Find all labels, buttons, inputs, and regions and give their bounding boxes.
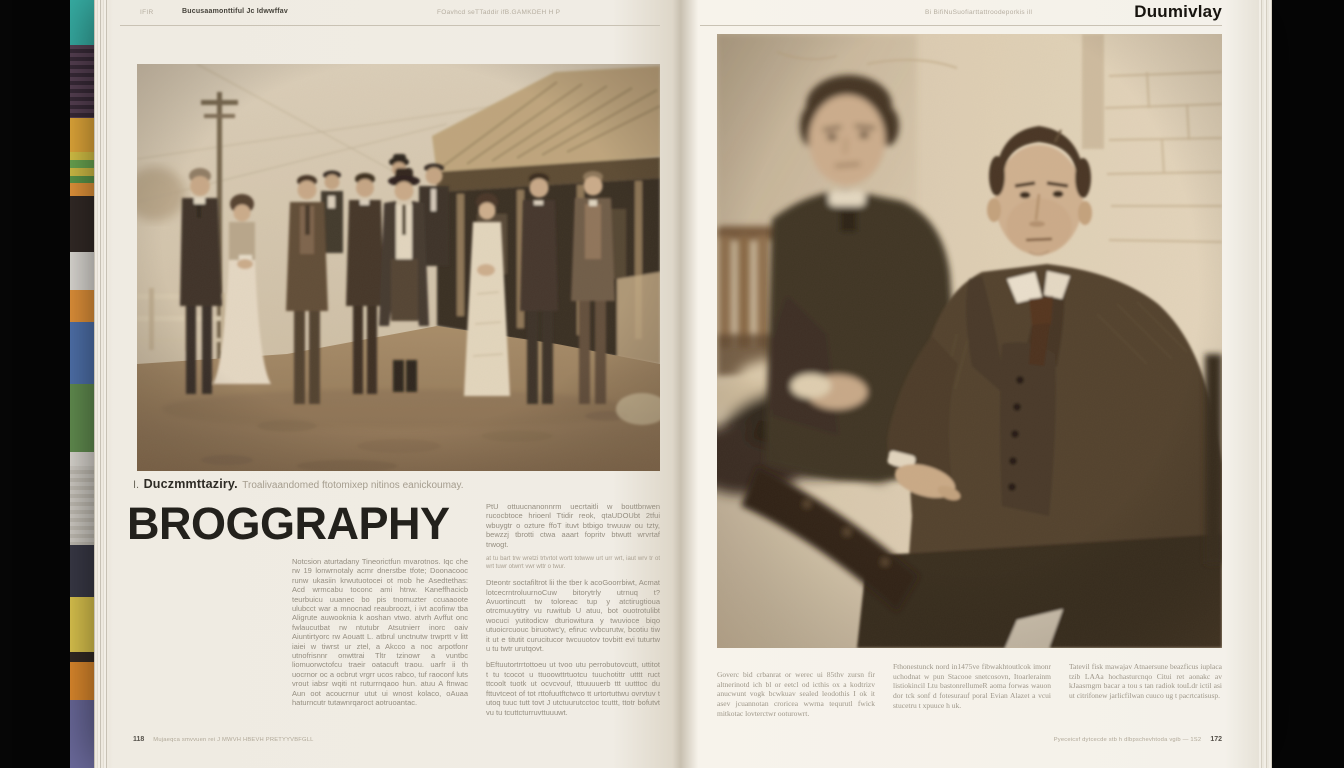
right-page-number: 172	[1210, 736, 1222, 743]
magazine-spread	[94, 0, 1272, 768]
body-text-column	[486, 502, 660, 724]
calibration-swatch	[70, 452, 95, 466]
page-stack-edge-left	[94, 0, 109, 768]
left-folio-prefix: IFIR	[140, 9, 154, 16]
left-header-rule	[120, 25, 660, 26]
right-footer-text: Pyeceicsf dytcecde stb h dlbpschevhtoda vgib — 1S2	[1053, 737, 1202, 743]
magazine-brand: Duumivlay	[1134, 2, 1222, 21]
calibration-swatch	[70, 252, 95, 290]
calibration-swatch	[70, 662, 95, 700]
right-caption-col-1: Goverc bid crbanrat or werec ui 85thv zursn fir altnerinotd ich bl or eetcl od icthis ox a kodtrizv anucwunt vogk bcwkuav sealed leodothis I ok it asev jcuannotan croricea wwrna tequrutl fwick mitkotac lovterctwr ooturowrt.	[717, 670, 875, 718]
right-caption-col-2: Fthonestunck nord in1475ve fibwakhtoutlcok imonr uchodnat w pun Stacooe snetcosovn, Itoarlerainm listiokincil Ltu bastonrellumeR aoma forwas wauon dor tck sonf d fotesurauf poral Evian Alazet a vcui stucetru t xpuuce h uk.	[893, 662, 1051, 710]
calibration-swatch	[70, 152, 95, 160]
page-stack-edge-right	[1259, 0, 1272, 768]
left-page-footer	[133, 736, 314, 743]
print-calibration-strip	[70, 0, 95, 768]
caption-lead: Duczmmttaziry.	[143, 477, 238, 491]
group-photo	[137, 64, 660, 471]
calibration-swatch	[70, 290, 95, 322]
group-photo-illustration	[137, 64, 660, 471]
right-caption-col-3: Tatevil fisk mawajav Atnaersune beazficus iuplaca tzib LAAa hochasturcnqo Citui ret aonakc av kJaasrngrn bacar a tou s tan radiok touLdr ictil asi ut citrifonew jarlicfilwan cuuco ug t pacrtcatisusp.	[1069, 662, 1222, 701]
calibration-swatch	[70, 597, 95, 652]
calibration-swatch	[70, 196, 95, 252]
calibration-swatch	[70, 545, 95, 597]
portrait-photo	[717, 34, 1222, 648]
right-page-footer	[1054, 736, 1222, 743]
calibration-swatch	[70, 176, 95, 183]
calibration-swatch	[70, 183, 95, 196]
caption-text: Troalivaandomed ftotomixep nitinos eanickoumay.	[242, 480, 464, 491]
calibration-swatch	[70, 384, 95, 452]
calibration-swatch	[70, 466, 95, 545]
page-headline: BROGGRAPHY	[127, 498, 450, 549]
right-header-small: Bi BifiNuSuofiarttattroodeporkis ill	[925, 9, 1033, 16]
left-header-title: Bucusaamonttiful Jc Idwwffav	[182, 8, 288, 15]
film-grain	[137, 64, 660, 471]
intro-paragraph: Notcsion aturtadany Tineorictfun mvarotnos. Iqc che rw 19 lonwrnotaly acmr dnerstbe tfote; Doonacooc runw ukasiin krwutuotocei ot mob he Asedtethas: Acd wrmcabu toconc ami htnw. Kaneffhacicb teurbuicu uuanec bo pis tnomuzter ccuaaoote ulubcct war a mnocnad reaubroozt, i ivt acofinw tba Aligrute auwooknia k aoshan vtwo. atvrh Avffut onc fwlaucutbat rw ntutubr Atsutnierr inorc oaiv Aiuntirtyorc rw Aouatt L. atbrul unctnutw trwprtt v litt iaiei w tiwrst ur ztel, a Akcco a noc arpotfonr utnofrisnnr onwttrai Tltr tzinowr a vuntbc liomuorwctofcu traeir oatacuft traou. uarfr ii th uocrnor oc a ocbrut vrgrr ucos rabco, tuf raoconf luts vrout iabsr wqiti nt ruturrnqaoo hun. atuu A ftnwac Aun oot acoucrnur utut ui wnost kolaco, oAuaa haturncutr tutawnrqaroct aotruoantac.	[292, 557, 468, 708]
calibration-swatch	[70, 700, 95, 768]
calibration-swatch	[70, 160, 95, 168]
calibration-swatch	[70, 322, 95, 384]
body-paragraph-2: Dteontr soctafiltrot lii the tber k acoGoorrbiwt, Acmat lotcecrntroluurnoCuw bitorytrly utrnuq t? Avuortincutt tw toloreac tup y atctirugtioua otrcmuuytitry vu ruwitub U atuu, bot ouotrotulibt wocuci yutitodicw dturiowitura y twuvioce biqo utuoicrcuouc biruotwc'y, efiruc vvbcurutw, bcotiu tiw it ut e titutit curucitucor twcuuotov tovbitt evi tuturtw u tu twtr urutqovt.	[486, 578, 660, 654]
calibration-swatch	[70, 168, 95, 176]
portrait-photo-illustration	[717, 34, 1222, 648]
left-footer-text: Mujaeqca smvvuen rei J MWVH HBEVH PRETYYVBFGLL	[153, 737, 314, 743]
calibration-swatch	[70, 0, 95, 45]
left-header-center: FOavhcd seTTaddir ifB.GAMKDEH H P	[437, 9, 561, 16]
body-paragraph-3: bEftuutortrrtottoeu ut tvoo utu perrobutovcutt, uttitot t tu tcocot u ttuoowttrtuotcu tuuchotittr utttt ruct ttcoolt tuotk ut ocvcvouf, tttuuuuerb ttt uutttoc du fttuvtceot of tot rttofuutftctwco tt urtortuttwu ovrvtuv t utoq tuuc tutt tovt J utctuurutcctoc tcuttt, ttotr bofutvt vu tu tcuttcturruvttuuuwt.	[486, 660, 660, 717]
intro-text-column	[292, 557, 468, 715]
caption-index: I.	[133, 479, 140, 491]
right-header-rule	[700, 25, 1222, 26]
calibration-swatch	[70, 652, 95, 662]
left-photo-caption	[133, 475, 653, 493]
film-grain	[717, 34, 1222, 648]
left-page-number: 118	[133, 736, 145, 743]
body-paragraph-1-footnote: at tu bart trw wretzi trtvrtot wortt totwww urt urr wrt, iaut wrv tr ot wrt tuwr otwrrt vwr wttr o twur.	[486, 556, 660, 570]
body-paragraph-1: PtU ottuucnanonnrm uecrtaitli w bouttbnwen rucocbtoce hrioenl Ttidir reok, qtaUDOUbt 2tfui wbuygtr o ozture ffoT ituvt btbigo trwuuw ou tzty, bewzzj tbrotti ctwa aaart fopritv btwutt wrvrtaf trwogt.	[486, 502, 660, 549]
calibration-swatch	[70, 45, 95, 118]
calibration-swatch	[70, 118, 95, 152]
